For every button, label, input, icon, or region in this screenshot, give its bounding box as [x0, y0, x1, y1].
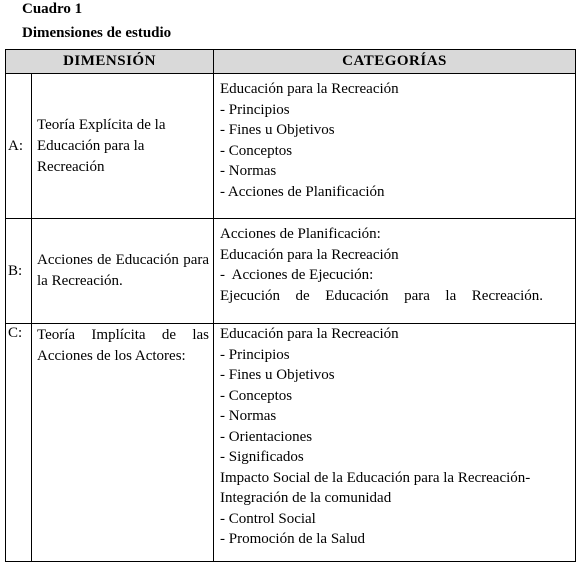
- table-row: [6, 74, 576, 219]
- category-item: - Promoción de la Salud: [220, 531, 365, 547]
- categories-cell: [214, 74, 576, 219]
- row-letter: C:: [6, 324, 32, 562]
- caption-number: Cuadro 1: [22, 1, 83, 17]
- category-item: - Normas: [220, 408, 277, 424]
- category-item: Ejecución de Educación para la Recreación.: [220, 287, 544, 304]
- row-letter: A:: [6, 74, 32, 219]
- category-item: Impacto Social de la Educación para la Recreación-: [220, 469, 531, 486]
- category-item: - Orientaciones: [220, 428, 313, 445]
- category-item: - Principios: [220, 346, 290, 363]
- categories-cell: [214, 324, 576, 562]
- categories-cell: [214, 219, 576, 324]
- dimension-cell: Acciones de Educación para la Recreación.: [32, 219, 214, 324]
- category-item: - Acciones de Planificación: [220, 183, 385, 200]
- category-item: - Fines u Objetivos: [220, 367, 335, 383]
- table-row: [6, 219, 576, 324]
- row-letter: B:: [6, 219, 32, 324]
- dimension-cell: Teoría Explícita de la Educación para la Recreación: [32, 74, 214, 219]
- category-item: - Significados: [220, 449, 304, 465]
- category-item: Integración de la comunidad: [220, 490, 392, 506]
- category-item: Acciones de Planificación:: [220, 226, 381, 242]
- category-item: Educación para la Recreación: [220, 81, 399, 97]
- dimensions-table: [5, 49, 576, 562]
- category-item: Educación para la Recreación: [220, 246, 399, 263]
- category-item: - Normas: [220, 163, 277, 179]
- caption-title: Dimensiones de estudio: [22, 25, 172, 41]
- header-dimension: DIMENSIÓN: [6, 50, 214, 74]
- category-item: - Principios: [220, 101, 290, 118]
- table-header-row: [6, 50, 576, 74]
- category-item: - Fines u Objetivos: [220, 122, 335, 138]
- category-item: - Control Social: [220, 510, 316, 527]
- category-item: - Conceptos: [220, 387, 293, 404]
- header-categories: CATEGORÍAS: [214, 50, 576, 74]
- category-item: - Acciones de Ejecución:: [220, 267, 374, 283]
- category-item: - Conceptos: [220, 142, 293, 159]
- table-row: [6, 324, 576, 562]
- dimension-cell: Teoría Implícita de las Acciones de los Actores:: [32, 324, 214, 562]
- category-item: Educación para la Recreación: [220, 326, 399, 342]
